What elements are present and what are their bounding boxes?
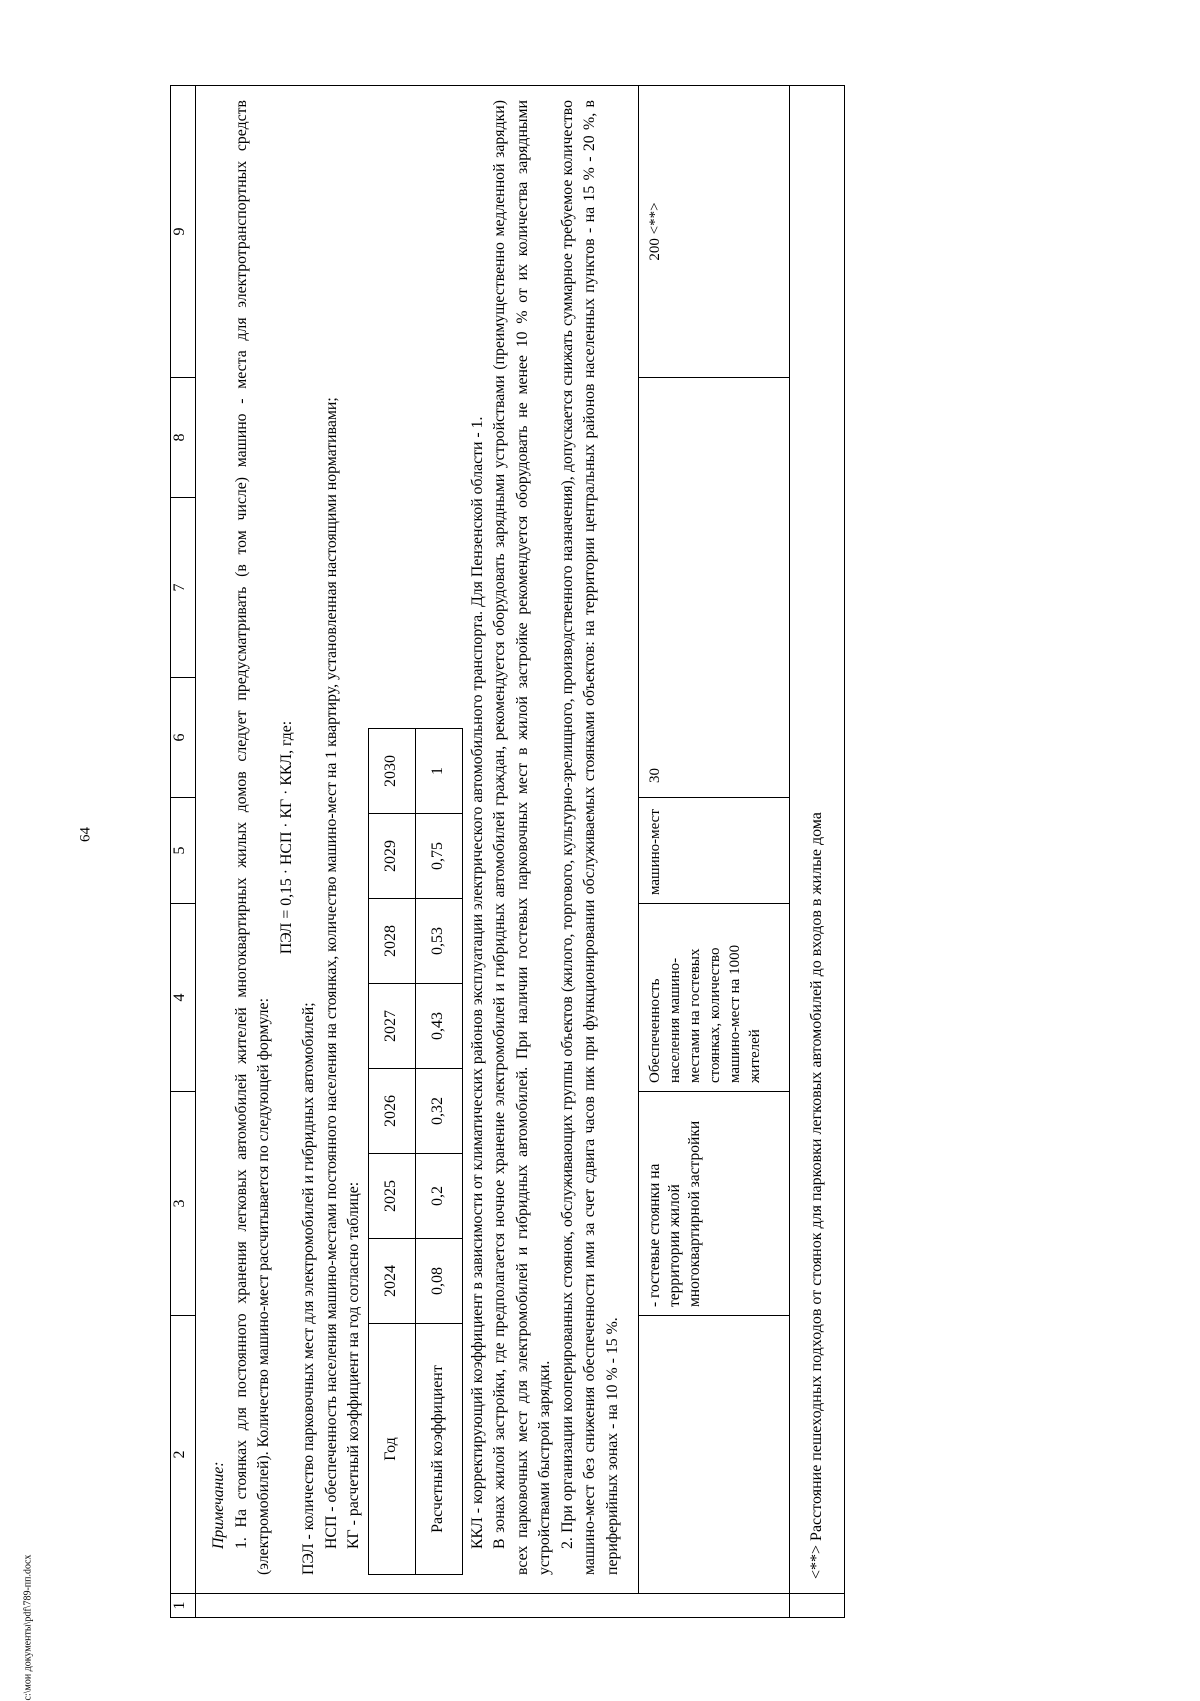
guest-parking-distance: 200 <**>	[639, 86, 790, 378]
footnote: <**> Расстояние пешеходных подходов от стоянок для парковки легковых автомобилей до входов в жилые дома	[790, 86, 845, 1594]
footnote-row	[790, 86, 845, 1618]
col-num: 9	[171, 86, 196, 378]
col-num: 1	[171, 1594, 196, 1618]
note-cell	[196, 86, 639, 1594]
coef-year-row	[368, 729, 415, 1575]
regulation-table	[170, 85, 845, 1618]
col-num: 7	[171, 498, 196, 678]
coef-year: 2026	[368, 1069, 415, 1154]
note-row	[196, 86, 639, 1618]
note-kg: КГ - расчетный коэффициент на год согласно таблице:	[345, 1181, 362, 1549]
col-num: 3	[171, 1092, 196, 1316]
note-zones: В зонах жилой застройки, где предполагается ночное хранение электромобилей и гибридных автомобилей граждан, рекомендуется оборудовать зарядными устройствами (преимущественно медленной зарядки) всех парковочных мест для электромобилей и гибридных автомобилей. При наличии гостевых парковочных мест в жилой застройке рекомендуется оборудовать не менее 10 % от их количества зарядными устройствами быстрой зарядки.	[491, 100, 553, 1575]
guest-parking-type: - гостевые стоянки на территории жилой многоквартирной застройки	[639, 1092, 790, 1316]
coef-year: 2029	[368, 814, 415, 899]
note-nsp: НСП - обеспеченность населения машино-местами постоянного населения на стоянках, количество машино-мест на 1 квартиру, установленная настоящими нормативами;	[322, 397, 340, 1549]
formula: ПЭЛ = 0,15 · НСП · КГ · ККЛ, где:	[277, 720, 295, 955]
note-paragraph-2: 2. При организации кооперированных стоянок, обслуживающих группы объектов (жилого, торгового, культурно-зрелищного, производственного назначения), допускается снижать суммарное требуемое количество машино-мест без снижения обеспеченности ими за счет сдвига часов пик при функционировании обслуживаемых стоянками объектов: на территории центральных районов населенных пунктов - на 15 % - 20 %, в периферийных зонах - на 10 % - 15 %.	[558, 100, 621, 1575]
guest-parking-unit: машино-мест	[639, 798, 790, 904]
page-number: 64	[77, 827, 94, 842]
col-num: 4	[171, 904, 196, 1092]
coef-value: 0,08	[415, 1239, 462, 1324]
note-kkl: ККЛ - корректирующий коэффициент в зависимости от климатических районов эксплуатации электрического автомобильного транспорта. Для Пензенской области - 1.	[468, 416, 486, 1549]
col-num: 5	[171, 798, 196, 904]
guest-parking-indicator: Обеспеченность населения машино-местами на гостевых стоянках, количество машино-мест на 1000 жителей	[639, 904, 790, 1092]
coef-value: 0,32	[415, 1069, 462, 1154]
coef-label-value: Расчетный коэффициент	[415, 1324, 462, 1575]
coef-value: 1	[415, 729, 462, 814]
coef-year: 2027	[368, 984, 415, 1069]
coef-year: 2024	[368, 1239, 415, 1324]
coefficient-table	[368, 728, 463, 1575]
guest-parking-row	[639, 86, 790, 1618]
coef-label-year: Год	[368, 1324, 415, 1575]
note-heading: Примечание:	[210, 1461, 227, 1549]
col-num: 2	[171, 1316, 196, 1594]
coef-value-row	[415, 729, 462, 1575]
footer-path: c:\мои документы\pdf\789-пп.docx	[22, 1554, 34, 1701]
col-num: 6	[171, 678, 196, 798]
coef-value: 0,43	[415, 984, 462, 1069]
note-paragraph-1: 1. На стоянках для постоянного хранения легковых автомобилей жителей многоквартирных жилых домов следует предусматривать (в том числе) машино - места для электротранспортных средств (электромобилей). Количество машино-мест рассчитывается по следующей формуле:	[232, 100, 272, 1575]
coef-year: 2030	[368, 729, 415, 814]
column-number-row	[171, 86, 196, 1618]
coef-year: 2025	[368, 1154, 415, 1239]
coef-year: 2028	[368, 899, 415, 984]
coef-value: 0,2	[415, 1154, 462, 1239]
col-num: 8	[171, 378, 196, 498]
note-pel: ПЭЛ - количество парковочных мест для электромобилей и гибридных автомобилей;	[300, 1002, 317, 1575]
coef-value: 0,53	[415, 899, 462, 984]
rotated-page-content	[170, 78, 1120, 1618]
coef-value: 0,75	[415, 814, 462, 899]
guest-parking-value: 30	[639, 378, 790, 798]
